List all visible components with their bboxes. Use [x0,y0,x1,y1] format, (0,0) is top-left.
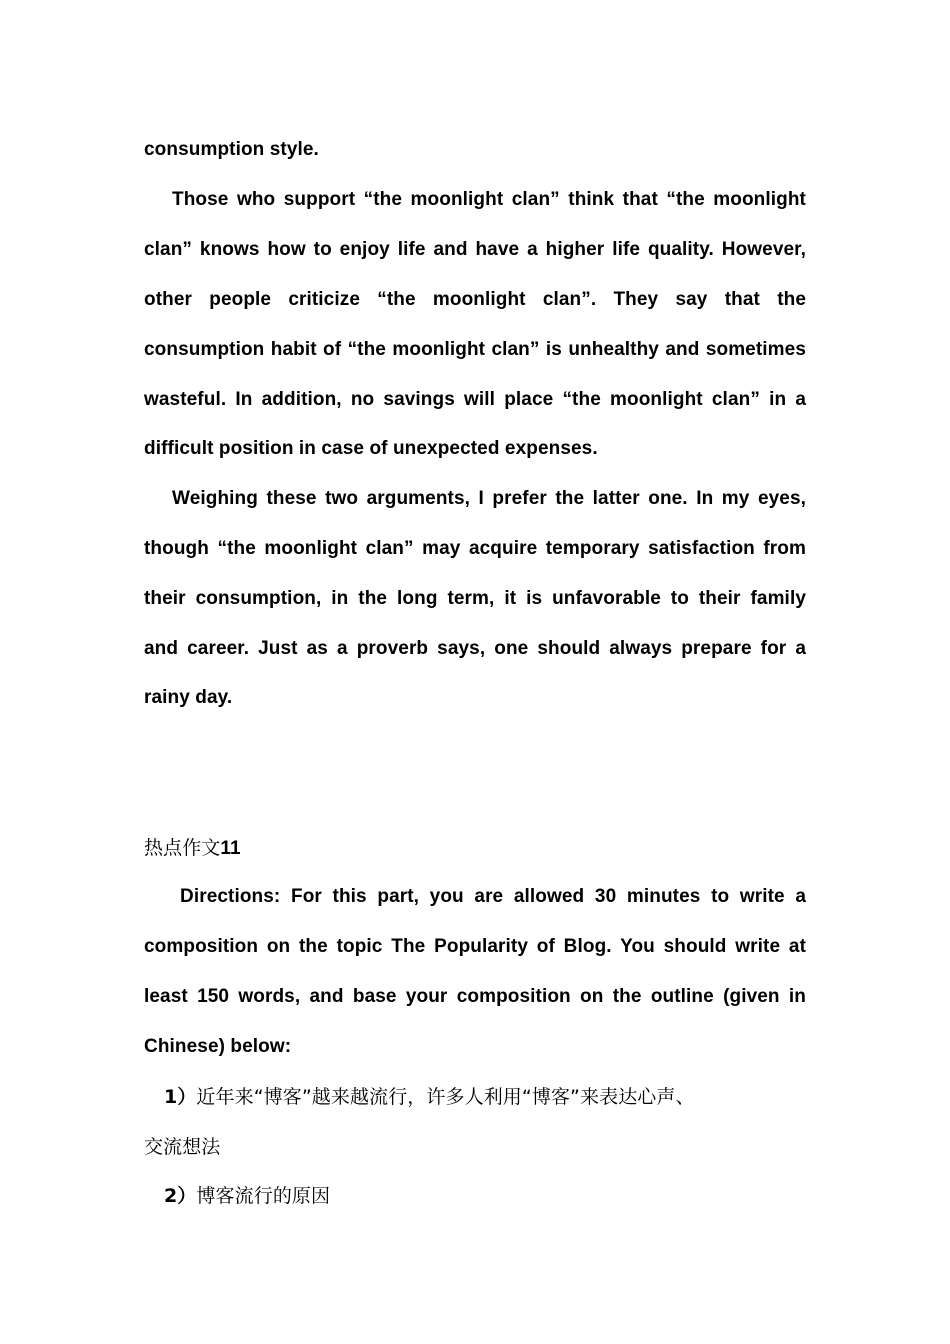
paragraph-line: Weighing these two arguments, I prefer the latter one. In my eyes, [172,488,806,509]
directions-line: least 150 words, and base your composition on the outline (given in [144,986,806,1007]
outline-number: 2） [164,1185,197,1207]
paragraph-line: wasteful. In addition, no savings will place “the moonlight clan” in a [144,389,806,410]
directions-line: Chinese) below: [144,1036,292,1057]
outline-item [144,1085,806,1110]
outline-text: 博客流行的原因 [196,1185,331,1207]
paragraph-line: other people criticize “the moonlight clan”. They say that the [144,289,806,310]
paragraph-line: clan” knows how to enjoy life and have a higher life quality. However, [144,239,806,260]
document-page [144,0,806,1344]
paragraph-line: consumption style. [144,139,319,160]
paragraph-line: Those who support “the moonlight clan” think that “the moonlight [172,189,806,210]
section-heading-text: 热点作文 [144,837,221,859]
section-heading-number: 11 [220,838,241,859]
outline-item [144,1184,806,1209]
paragraph-line: their consumption, in the long term, it is unfavorable to their family [144,588,806,609]
paragraph-line: consumption habit of “the moonlight clan” is unhealthy and sometimes [144,339,806,360]
paragraph-line: difficult position in case of unexpected expenses. [144,438,598,459]
outline-item-continuation [144,1135,806,1160]
outline-text: 近年来“博客”越来越流行，许多人利用“博客”来表达心声、 [196,1086,695,1108]
paragraph-line: though “the moonlight clan” may acquire temporary satisfaction from [144,538,806,559]
paragraph-line: rainy day. [144,687,233,708]
section-heading [144,836,806,861]
directions-line: Directions: For this part, you are allowed 30 minutes to write a [180,886,806,907]
directions-line: composition on the topic The Popularity of Blog. You should write at [144,936,806,957]
outline-number: 1） [164,1086,197,1108]
outline-text: 交流想法 [144,1136,221,1158]
paragraph-line: and career. Just as a proverb says, one should always prepare for a [144,638,806,659]
